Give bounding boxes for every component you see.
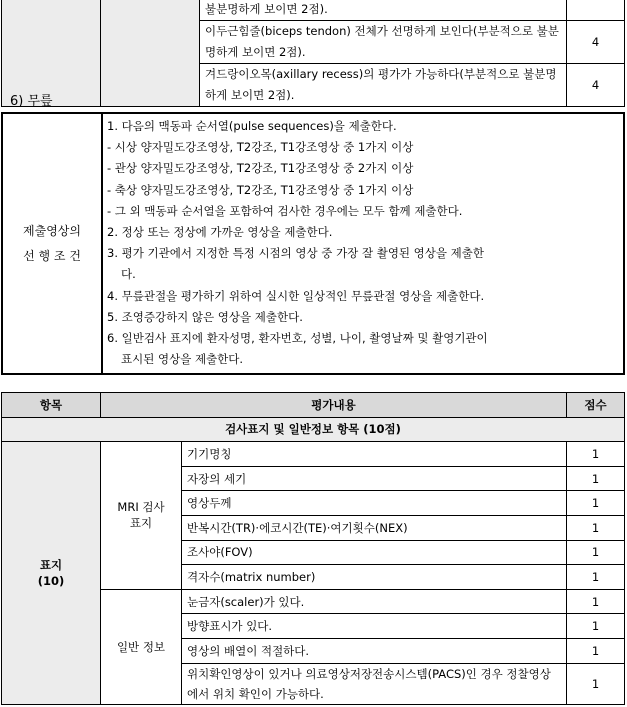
criteria-score: 1 [567, 515, 625, 540]
conditions-content [102, 113, 624, 374]
header-score: 점수 [567, 393, 625, 418]
header-row [2, 393, 625, 418]
condition-line: 5. 조영증강하지 않은 영상을 제출한다. [107, 309, 303, 324]
header-item: 항목 [2, 393, 101, 418]
group-label-line: 일반 정보 [116, 639, 166, 654]
criteria-text: 반복시간(TR)·에코시간(TE)·여기횟수(NEX) [182, 515, 567, 540]
criteria-score: 1 [567, 663, 625, 704]
evaluation-table [1, 392, 625, 705]
condition-line: - 시상 양자밀도강조영상, T2강조, T1강조영상 중 1가지 이상 [107, 140, 414, 155]
criteria-score [567, 0, 625, 21]
category-cell [2, 0, 101, 107]
conditions-label [2, 113, 102, 374]
criteria-score: 1 [567, 491, 625, 516]
group-label-line: MRI 검사 [117, 500, 165, 515]
category-points: (10) [37, 573, 65, 588]
criteria-text: 이두근힘줄(biceps tendon) 전체가 선명하게 보인다(부분적으로 불분명하게 보이면 2점). [200, 21, 567, 64]
criteria-score: 1 [567, 565, 625, 590]
criteria-text: 기기명칭 [182, 442, 567, 467]
condition-line: 다. [121, 267, 136, 282]
section-title: 6) 무릎 [10, 94, 53, 109]
section-header-row [2, 417, 625, 442]
criteria-text: 영상두께 [182, 491, 567, 516]
category-label: 표지 [39, 557, 63, 572]
group-label [101, 589, 182, 704]
criteria-text: 눈금자(scaler)가 있다. [182, 589, 567, 614]
group-label [101, 442, 182, 590]
condition-line: 3. 평가 기관에서 지정한 특정 시점의 영상 중 가장 잘 촬영된 영상을 제출한 [107, 246, 484, 261]
criteria-score: 1 [567, 540, 625, 565]
condition-line: 2. 정상 또는 정상에 가까운 영상을 제출한다. [107, 225, 333, 240]
criteria-score: 1 [567, 614, 625, 639]
condition-line: 6. 일반검사 표지에 환자성명, 환자번호, 성별, 나이, 촬영날짜 및 촬영기관이 [107, 331, 488, 346]
table-row [2, 0, 625, 21]
criteria-text: 불분명하게 보이면 2점). [200, 0, 567, 21]
criteria-score: 4 [567, 21, 625, 64]
criteria-text: 위치확인영상이 있거나 의료영상저장전송시스템(PACS)인 경우 정찰영상에서 위치 확인이 가능하다. [182, 663, 567, 704]
criteria-score: 4 [567, 64, 625, 107]
conditions-label-line: 선 행 조 건 [23, 248, 81, 263]
criteria-score: 1 [567, 638, 625, 663]
condition-line: 표시된 영상을 제출한다. [121, 352, 244, 367]
subcategory-cell [101, 0, 200, 107]
criteria-text: 격자수(matrix number) [182, 565, 567, 590]
submission-conditions-table [1, 112, 625, 375]
criteria-score: 1 [567, 466, 625, 491]
criteria-text: 영상의 배열이 적절하다. [182, 638, 567, 663]
category-cell [2, 442, 101, 704]
condition-line: - 관상 양자밀도강조영상, T2강조, T1강조영상 중 2가지 이상 [107, 161, 414, 176]
group-label-line: 표지 [129, 516, 153, 531]
condition-line: 1. 다음의 맥동파 순서열(pulse sequences)을 제출한다. [107, 119, 397, 133]
previous-criteria-table [1, 0, 625, 107]
criteria-score: 1 [567, 589, 625, 614]
header-content: 평가내용 [101, 393, 567, 418]
condition-line: - 그 외 맥동파 순서열을 포함하여 검사한 경우에는 모두 함께 제출한다. [107, 203, 463, 218]
condition-line: 4. 무릎관절을 평가하기 위하여 실시한 일상적인 무릎관절 영상을 제출한다. [107, 288, 485, 303]
criteria-text: 자장의 세기 [182, 466, 567, 491]
section-header: 검사표지 및 일반정보 항목 (10점) [2, 417, 625, 442]
condition-line: - 축상 양자밀도강조영상, T2강조, T1강조영상 중 1가지 이상 [107, 182, 414, 197]
conditions-label-line: 제출영상의 [23, 223, 81, 238]
table-row [2, 442, 625, 467]
criteria-text: 조사야(FOV) [182, 540, 567, 565]
criteria-score: 1 [567, 442, 625, 467]
criteria-text: 방향표시가 있다. [182, 614, 567, 639]
criteria-text: 겨드랑이오목(axillary recess)의 평가가 가능하다(부분적으로 불분명하게 보이면 2점). [200, 64, 567, 107]
